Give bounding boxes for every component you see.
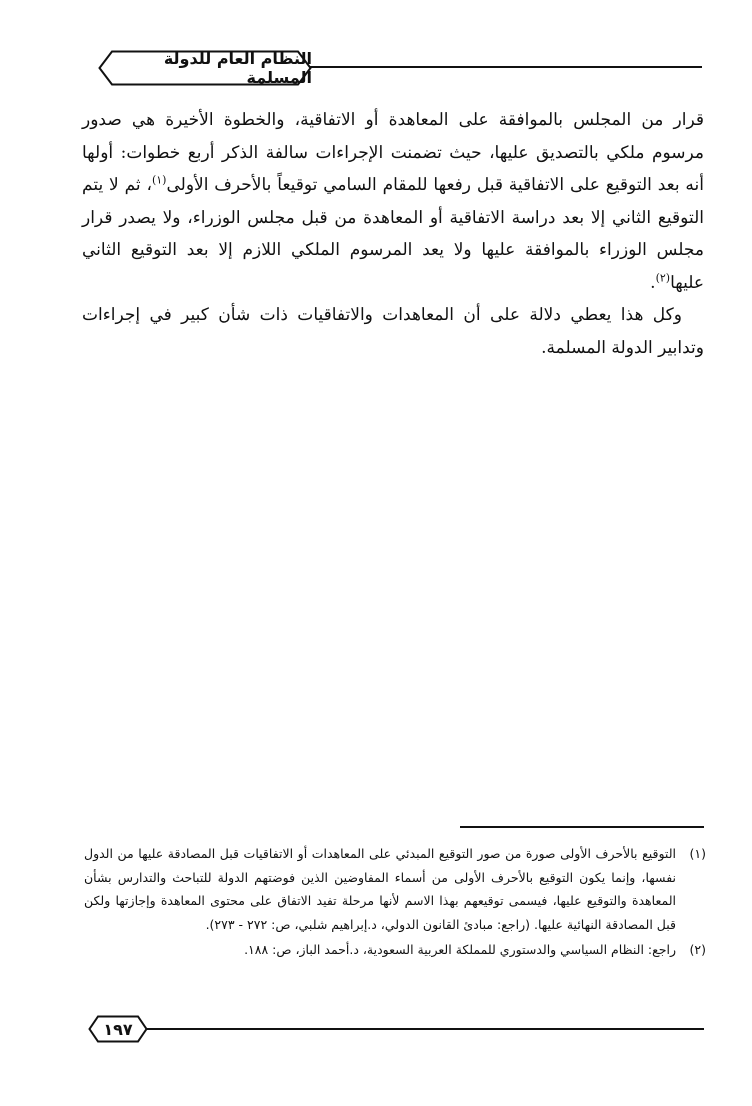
footnote-reference: (١): [151, 173, 167, 187]
footnote-number: (١): [689, 846, 706, 861]
footnote-text: التوقيع بالأحرف الأولى صورة من صور التوقيع المبدئي على المعاهدات أو الاتفاقيات قبل المصادقة عليها من الدول نفسها، وإنما يكون التوقيع بالأحرف الأولى من أسماء المفاوضين الذين فوضتهم الدولة للتباحث والتدارس بشأن المعاهدة والتوقيع عليها، فيسمى توقيعهم بهذا الاسم لأنها مرحلة تفيد الاتفاق على محتوى المعاهدة وإجازتها ولكن قبل المصادقة النهائية عليها. (راجع: مبادئ القانون الدولي، د.إبراهيم شلبي، ص: ٢٧٢ - ٢٧٣).: [84, 846, 676, 932]
body-text: [82, 104, 704, 364]
paragraph: [82, 104, 704, 299]
page-number-box: [88, 1015, 148, 1043]
footnote: [84, 938, 706, 962]
footnote-reference: (٢): [655, 270, 671, 284]
paragraph: وكل هذا يعطي دلالة على أن المعاهدات والاتفاقيات ذات شأن كبير في إجراءات وتدابير الدولة المسلمة.: [82, 305, 704, 358]
footnote-separator: [460, 826, 704, 828]
paragraph-text: .: [650, 272, 656, 293]
header-rule: [300, 66, 702, 68]
footer-rule: [140, 1028, 704, 1030]
footnote: [84, 842, 706, 936]
paragraph-text: ، ثم لا يتم التوقيع الثاني إلا بعد دراسة الاتفاقية أو المعاهدة من قبل مجلس الوزراء، ولا يصدر قرار مجلس الوزراء بالموافقة عليها ولا يعد المرسوم الملكي اللازم إلا بعد التوقيع الثاني عليها: [82, 175, 704, 293]
footnotes: [84, 842, 706, 962]
footnote-text: راجع: النظام السياسي والدستوري للمملكة العربية السعودية، د.أحمد الباز، ص: ١٨٨.: [244, 942, 676, 957]
running-header-title: النظام العام للدولة المسلمة: [163, 49, 312, 87]
running-header: [98, 50, 312, 86]
footnote-number: (٢): [689, 942, 706, 957]
paragraph-text: قرار من المجلس بالموافقة على المعاهدة أو الاتفاقية، والخطوة الأخيرة هي صدور مرسوم ملكي بالتصديق عليها، حيث تضمنت الإجراءات سالفة الذكر أربع خطوات: أولها أنه بعد التوقيع على الاتفاقية قبل رفعها للمقام السامي توقيعاً بالأحرف الأولى: [82, 110, 704, 195]
page-number: ١٩٧: [103, 1019, 133, 1039]
